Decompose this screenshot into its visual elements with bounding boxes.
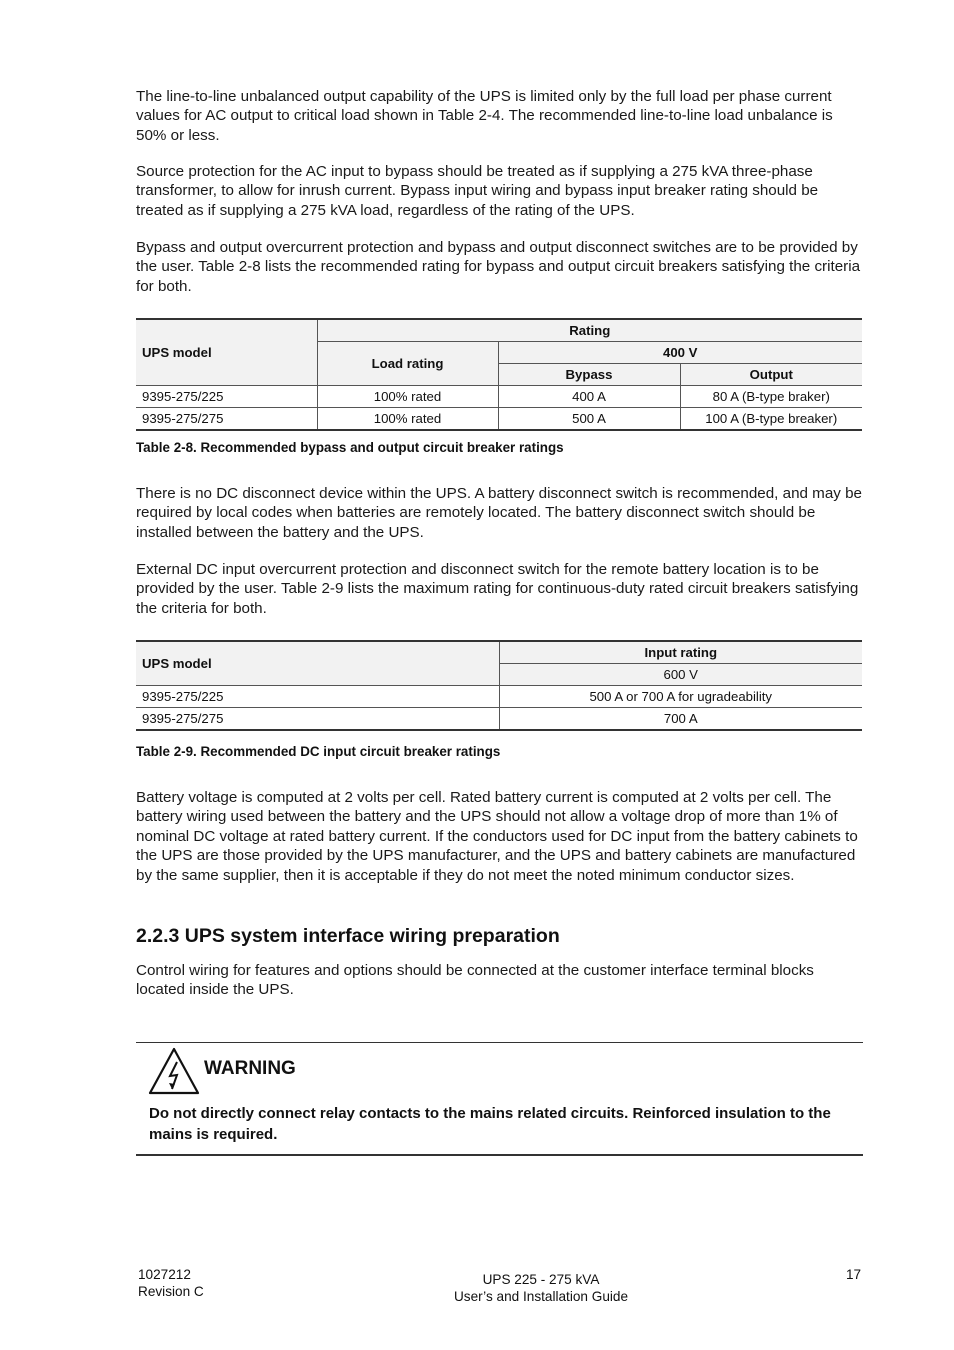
cell-model: 9395-275/225 (136, 686, 499, 708)
cell-load: 100% rated (317, 408, 498, 431)
product-name: UPS 225 - 275 kVA (482, 1272, 600, 1287)
paragraph-unbalanced-output: The line-to-line unbalanced output capability of the UPS is limited only by the full load per phase current values for AC output to critical load shown in Table 2-4. The recommended line-to-line load unbalance is 50% or less. (136, 88, 833, 144)
cell-bypass: 400 A (498, 386, 680, 408)
header-load-rating: Load rating (317, 342, 498, 386)
paragraph-battery-voltage: Battery voltage is computed at 2 volts per cell. Rated battery current is computed at 2 volts per cell. The battery wiring used between the battery and the UPS should not allow a voltage drop of more than 1% of nominal DC voltage at rated battery current. If the conductors used for DC input from the battery cabinets to the UPS are those provided by the UPS manufacturer, and the UPS and battery cabinets are manufactured by the same supplier, then it is acceptable if they do not meet the noted minimum conductor sizes. (136, 789, 858, 884)
revision: Revision C (138, 1284, 204, 1299)
cell-model: 9395-275/225 (136, 386, 317, 408)
cell-model: 9395-275/275 (136, 708, 499, 731)
table-row (136, 408, 862, 431)
header-input-rating: Input rating (499, 641, 862, 664)
paragraph-control-wiring: Control wiring for features and options should be connected at the customer interface terminal blocks located inside the UPS. (136, 962, 814, 999)
table-row (136, 708, 862, 731)
header-voltage: 400 V (498, 342, 862, 364)
warning-box (136, 1042, 863, 1156)
table-caption-2-8: Table 2-8. Recommended bypass and output circuit breaker ratings (136, 440, 564, 455)
warning-title: WARNING (204, 1058, 296, 1079)
table-row (136, 386, 862, 408)
dc-input-breaker-table (136, 640, 862, 731)
footer-title (400, 1271, 682, 1305)
paragraph-bypass-protection: Bypass and output overcurrent protection and bypass and output disconnect switches are to be provided by the user. Table 2-8 lists the recommended rating for bypass and output circuit breakers satisfying the criteria for both. (136, 239, 861, 295)
guide-name: User’s and Installation Guide (453, 1289, 629, 1304)
cell-model: 9395-275/275 (136, 408, 317, 431)
cell-rating: 700 A (499, 708, 862, 731)
cell-output: 80 A (B-type braker) (680, 386, 862, 408)
header-ups-model: UPS model (136, 319, 317, 386)
page-number: 17 (846, 1267, 862, 1282)
header-output: Output (680, 364, 862, 386)
doc-number: 1027212 (138, 1267, 191, 1282)
electric-hazard-icon (148, 1047, 200, 1095)
section-heading: 2.2.3 UPS system interface wiring preparation (136, 925, 560, 947)
bypass-output-breaker-table (136, 318, 862, 431)
paragraph-dc-disconnect: There is no DC disconnect device within the UPS. A battery disconnect switch is recommended, and may be required by local codes when batteries are remotely located. The battery disconnect switch should be installed between the battery and the UPS. (136, 485, 862, 541)
table-row (136, 686, 862, 708)
header-bypass: Bypass (498, 364, 680, 386)
warning-text: Do not directly connect relay contacts to the mains related circuits. Reinforced insulation to the mains is required. (149, 1105, 831, 1143)
header-rating: Rating (317, 319, 862, 342)
header-ups-model: UPS model (136, 641, 499, 686)
paragraph-source-protection: Source protection for the AC input to bypass should be treated as if supplying a 275 kVA three-phase transformer, to allow for inrush current. Bypass input wiring and bypass input breaker rating should be treated as if supplying a 275 kVA load, regardless of the rating of the UPS. (136, 163, 819, 219)
cell-bypass: 500 A (498, 408, 680, 431)
cell-rating: 500 A or 700 A for ugradeability (499, 686, 862, 708)
footer-document-info (138, 1266, 204, 1300)
cell-load: 100% rated (317, 386, 498, 408)
table-caption-2-9: Table 2-9. Recommended DC input circuit breaker ratings (136, 744, 501, 759)
cell-output: 100 A (B-type breaker) (680, 408, 862, 431)
header-voltage: 600 V (499, 664, 862, 686)
paragraph-external-dc-protection: External DC input overcurrent protection and disconnect switch for the remote battery location is to be provided by the user. Table 2-9 lists the maximum rating for continuous-duty rated circuit breakers satisfying the criteria for both. (136, 561, 859, 617)
